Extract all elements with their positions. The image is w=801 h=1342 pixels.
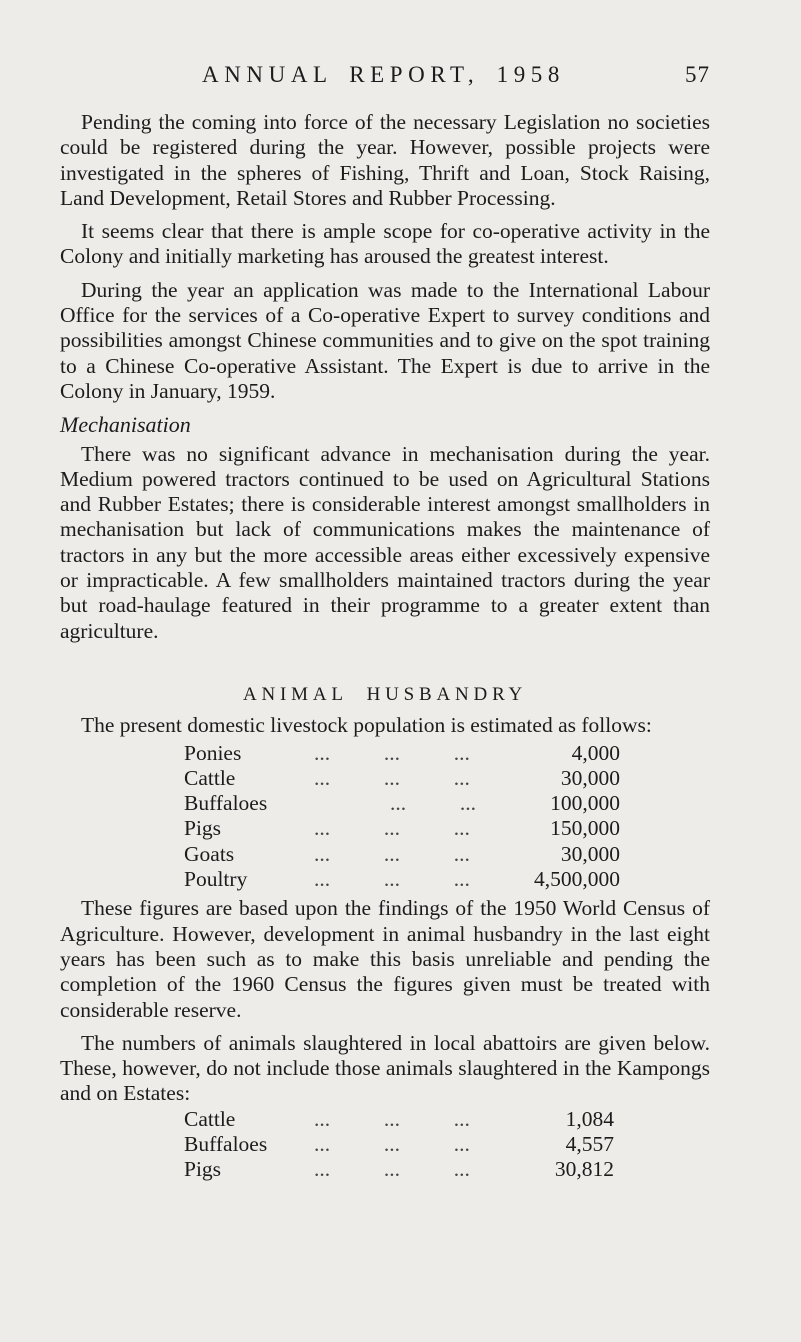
leader-dots: ... ... ... xyxy=(314,1131,470,1156)
leader-dots: ... ... xyxy=(390,791,476,816)
table-row xyxy=(60,791,710,816)
leader-dots: ... ... ... xyxy=(314,1106,470,1131)
slaughtered-value: 30,812 xyxy=(554,1157,614,1182)
table-row xyxy=(60,1107,710,1132)
slaughtered-label: Buffaloes xyxy=(184,1131,268,1156)
table-row xyxy=(60,816,710,841)
table-row xyxy=(60,1132,710,1157)
slaughtered-value: 1,084 xyxy=(565,1106,614,1131)
livestock-label: Buffaloes xyxy=(184,791,268,816)
table-row xyxy=(60,1157,710,1182)
leader-dots: ... ... ... xyxy=(314,867,470,892)
table-row xyxy=(60,766,710,791)
livestock-label: Goats xyxy=(184,841,235,866)
slaughtered-table xyxy=(60,1107,710,1183)
livestock-value: 150,000 xyxy=(550,816,620,841)
page-number: 57 xyxy=(685,62,710,87)
livestock-value: 30,000 xyxy=(560,841,620,866)
livestock-value: 4,000 xyxy=(571,740,620,765)
livestock-value: 4,500,000 xyxy=(534,867,620,892)
slaughtered-value: 4,557 xyxy=(565,1131,614,1156)
paragraph-census: These figures are based upon the findings of the 1950 World Census of Agriculture. However, development in animal husbandry in the last eight years has been such as to make this basis unreliable and pending the completion of the 1960 Census the figures given must be treated with considerable reserve. xyxy=(60,896,710,1022)
table-row xyxy=(60,867,710,892)
slaughtered-label: Cattle xyxy=(184,1106,236,1131)
livestock-table xyxy=(60,741,710,893)
leader-dots: ... ... ... xyxy=(314,816,470,841)
livestock-label: Pigs xyxy=(184,816,222,841)
paragraph-livestock-intro: The present domestic livestock population is estimated as follows: xyxy=(81,713,652,738)
running-head xyxy=(0,58,801,92)
table-row xyxy=(60,842,710,867)
body-text xyxy=(60,110,710,1187)
paragraph-slaughter-intro: The numbers of animals slaughtered in local abattoirs are given below. These, however, do not include those animals slaughtered in the Kampongs and on Estates: xyxy=(60,1030,710,1106)
heading-mechanisation: Mechanisation xyxy=(60,412,191,438)
table-row xyxy=(60,741,710,766)
report-title: ANNUAL REPORT, 1958 xyxy=(202,62,565,87)
paragraph-ilo-expert: During the year an application was made to the International Labour Office for the services of a Co-operative Expert to survey conditions and possibilities amongst Chinese communities and to give on the spot training to a Chinese Co-operative Assistant. The Expert is due to arrive in the Colony in January, 1959. xyxy=(60,277,710,403)
paragraph-mechanisation: There was no significant advance in mechanisation during the year. Medium powered tractors continued to be used on Agricultural Stations and Rubber Estates; there is considerable interest amongst smallholders in mechanisation but lack of communications makes the maintenance of tractors in any but the more accessible areas either excessively expensive or impracticable. A few smallholders maintained tractors during the year but road-haulage featured in their programme to a greater extent than agriculture. xyxy=(60,441,710,643)
livestock-label: Ponies xyxy=(184,740,242,765)
leader-dots: ... ... ... xyxy=(314,740,470,765)
leader-dots: ... ... ... xyxy=(314,841,470,866)
livestock-label: Cattle xyxy=(184,765,236,790)
slaughtered-label: Pigs xyxy=(184,1157,222,1182)
livestock-value: 30,000 xyxy=(560,765,620,790)
paragraph-scope: It seems clear that there is ample scope for co-operative activity in the Colony and initially marketing has aroused the greatest interest. xyxy=(60,219,710,269)
livestock-label: Poultry xyxy=(184,867,248,892)
leader-dots: ... ... ... xyxy=(314,1157,470,1182)
paragraph-legislation: Pending the coming into force of the necessary Legislation no societies could be registered during the year. However, possible projects were investigated in the spheres of Fishing, Thrift and Loan, Stock Raising, Land Development, Retail Stores and Rubber Processing. xyxy=(60,110,710,210)
livestock-value: 100,000 xyxy=(550,791,620,816)
leader-dots: ... ... ... xyxy=(314,765,470,790)
heading-animal-husbandry: ANIMAL HUSBANDRY xyxy=(242,683,528,705)
